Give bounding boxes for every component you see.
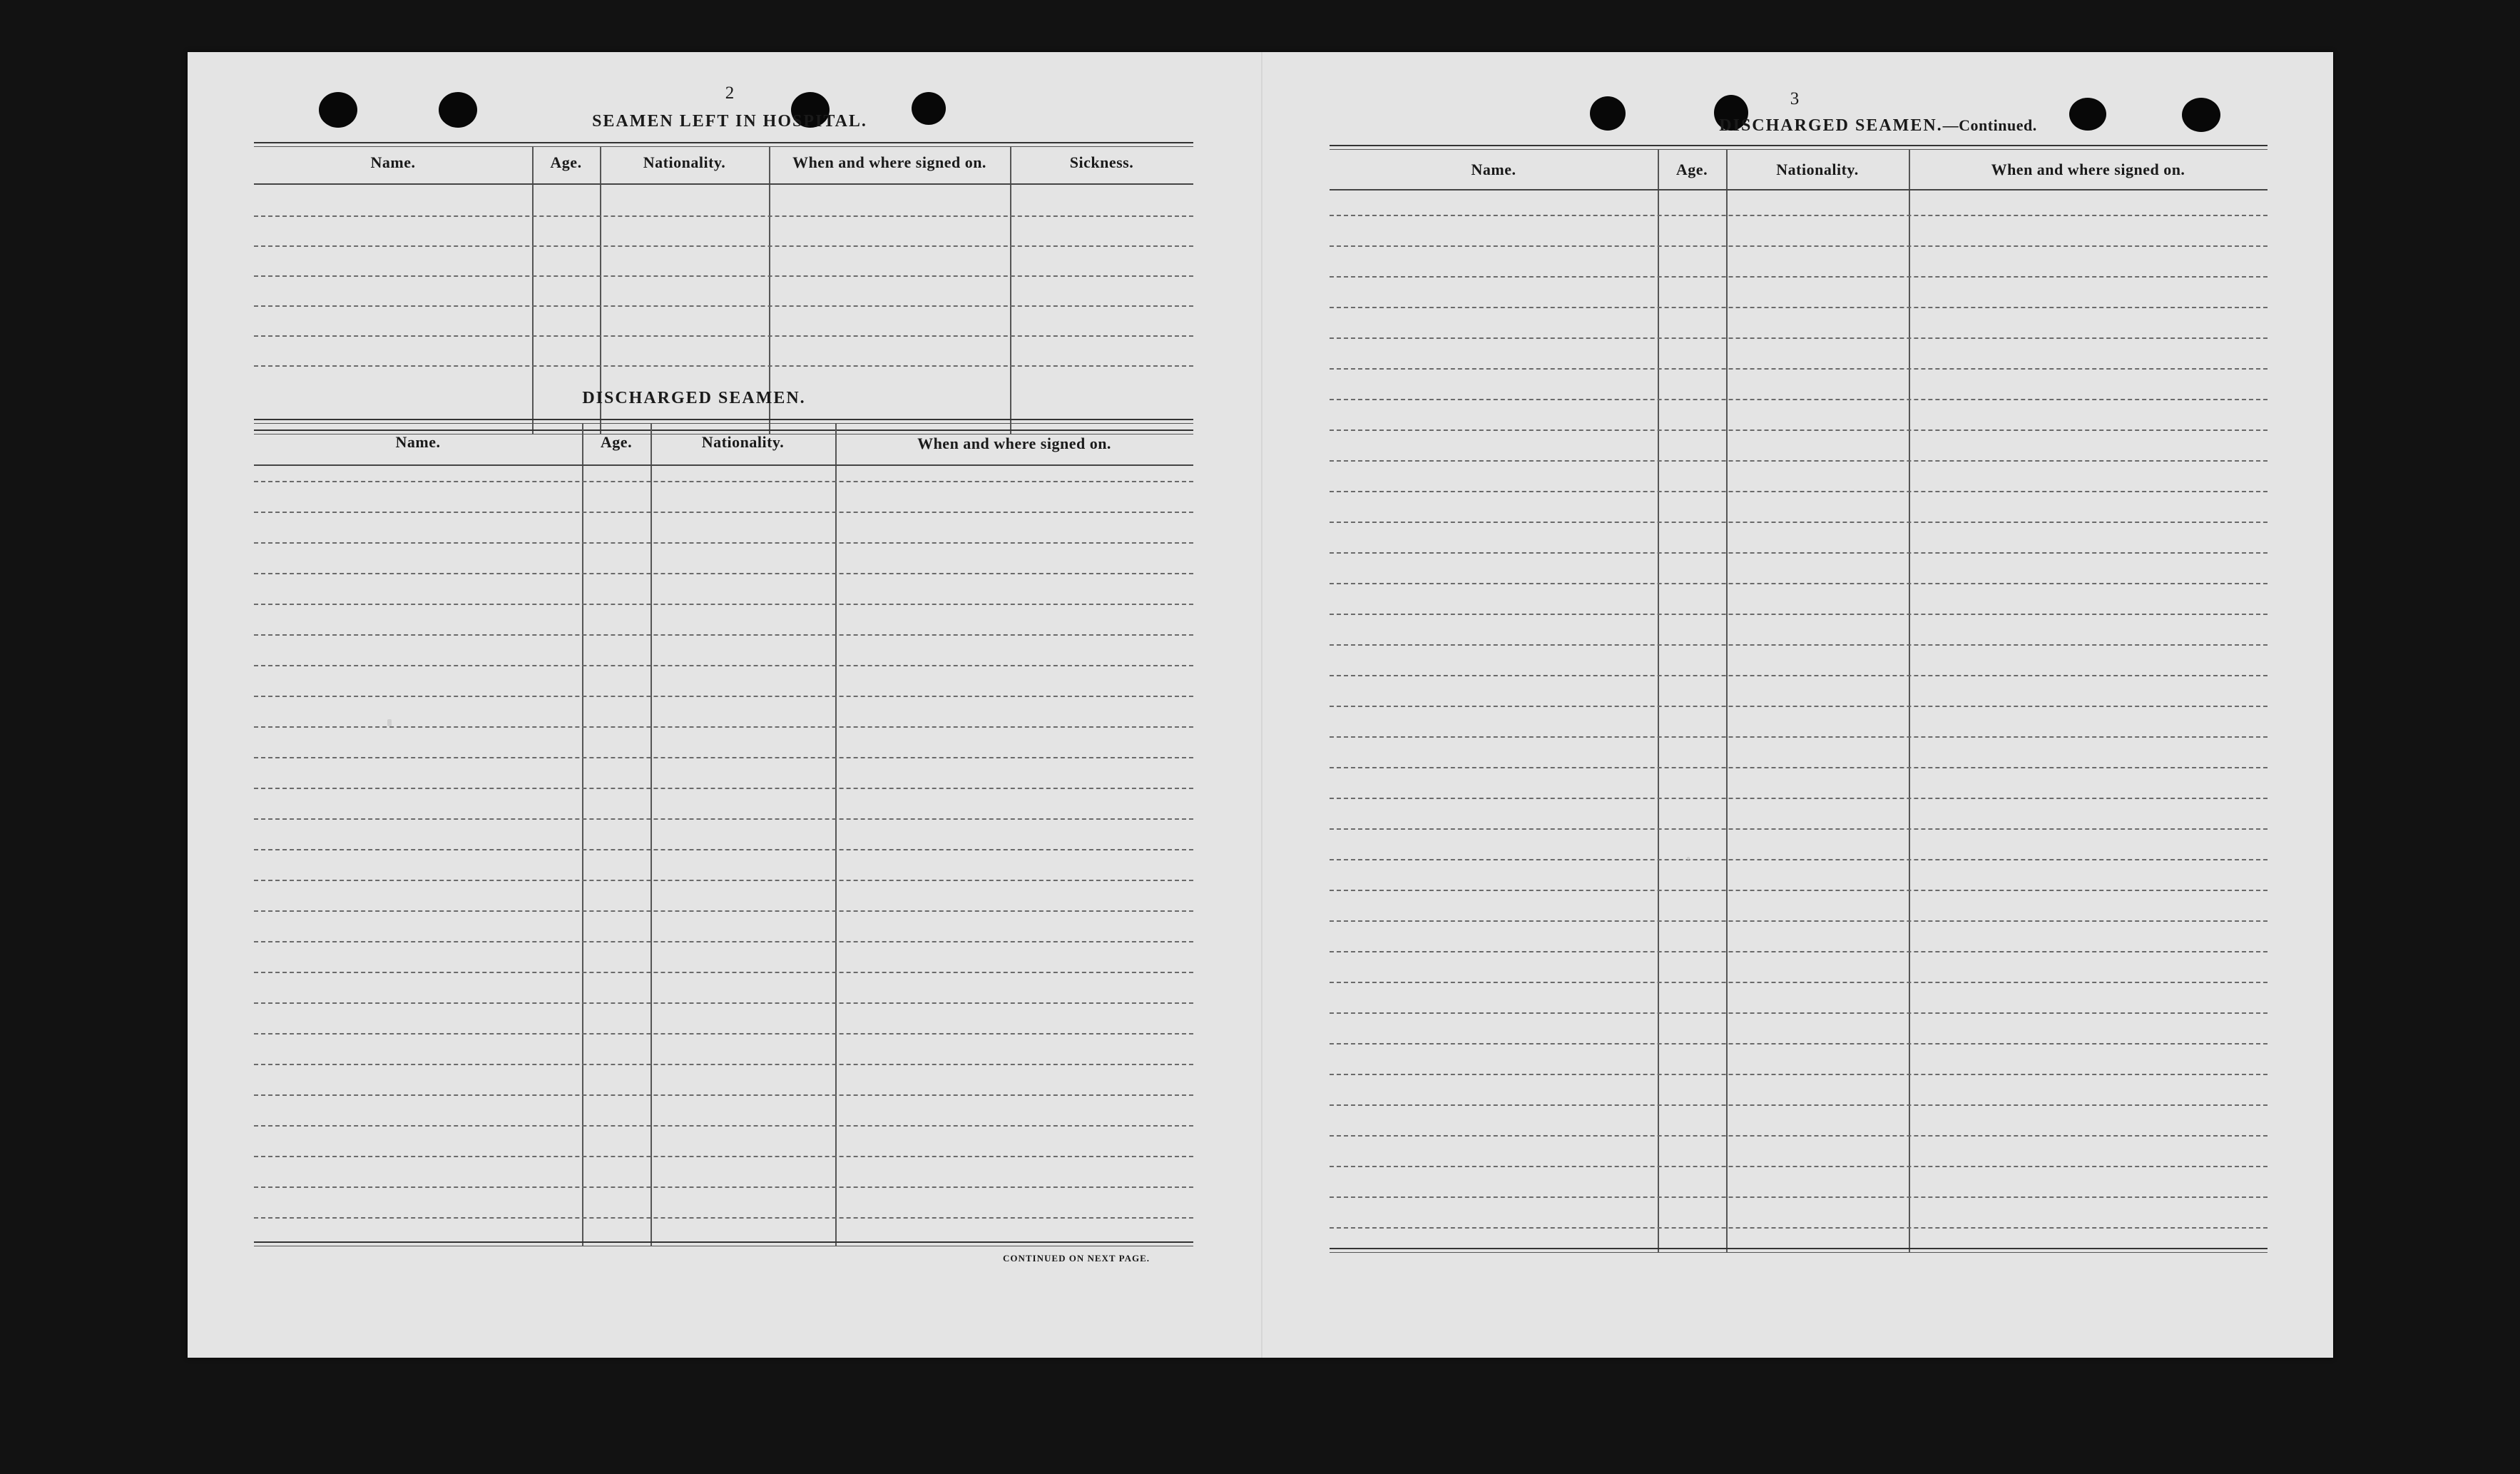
header-underline <box>254 183 1193 185</box>
column-header-name: Name. <box>1471 161 1516 178</box>
table-row <box>254 757 1193 758</box>
discharged-table-left <box>254 419 1193 1246</box>
table-row <box>1330 982 2268 983</box>
column-header-name: Name. <box>370 153 416 171</box>
punch-hole <box>2182 98 2220 132</box>
table-row <box>1330 767 2268 768</box>
table-row <box>1330 1135 2268 1137</box>
column-divider <box>1909 149 1910 1253</box>
table-row <box>254 365 1193 367</box>
header-underline <box>254 464 1193 466</box>
table-row <box>254 634 1193 636</box>
table-row <box>1330 920 2268 922</box>
column-divider <box>1010 146 1011 434</box>
table-row <box>1330 706 2268 707</box>
table-row <box>254 573 1193 574</box>
table-row <box>1330 276 2268 278</box>
table-row <box>254 696 1193 697</box>
table-row <box>254 1217 1193 1219</box>
table-row <box>1330 1043 2268 1044</box>
table-row <box>1330 798 2268 799</box>
table-row <box>1330 307 2268 308</box>
table-row <box>254 245 1193 247</box>
table-row <box>1330 828 2268 830</box>
table-row <box>1330 337 2268 339</box>
right-title-main: DISCHARGED SEAMEN. <box>1719 116 1943 135</box>
table-row <box>1330 1196 2268 1198</box>
table-top-rule <box>254 142 1193 147</box>
column-header-signed-on: When and where signed on. <box>1991 161 2185 178</box>
table-row <box>1330 614 2268 615</box>
table-row <box>1330 644 2268 646</box>
table-row <box>1330 1166 2268 1167</box>
table-row <box>254 335 1193 337</box>
table-row <box>254 910 1193 912</box>
table-row <box>254 1002 1193 1004</box>
table-row <box>1330 890 2268 891</box>
table-row <box>1330 583 2268 584</box>
column-divider <box>1658 149 1659 1253</box>
table-row <box>254 972 1193 973</box>
column-header-sickness: Sickness. <box>1069 153 1134 171</box>
punch-hole <box>439 92 477 128</box>
column-header-signed-on: When and where signed on. <box>917 434 1111 452</box>
table-row <box>254 849 1193 850</box>
scan-speck <box>1687 857 1690 860</box>
table-row <box>254 1064 1193 1065</box>
table-row <box>254 788 1193 789</box>
scan-speck <box>387 719 392 726</box>
table-bottom-rule <box>1330 1248 2268 1253</box>
table-row <box>1330 1104 2268 1106</box>
table-row <box>1330 245 2268 247</box>
column-divider <box>1726 149 1728 1253</box>
table-row <box>1330 859 2268 860</box>
page-number-right: 3 <box>1790 89 1800 108</box>
punch-hole <box>319 92 357 128</box>
column-divider <box>651 423 652 1246</box>
table-row <box>254 1094 1193 1096</box>
table-row <box>1330 1074 2268 1075</box>
table-row <box>254 818 1193 820</box>
table-row <box>1330 1012 2268 1014</box>
discharged-section-title: DISCHARGED SEAMEN. <box>582 389 806 407</box>
page-number-left: 2 <box>725 83 735 103</box>
column-header-nationality: Nationality. <box>1776 161 1859 178</box>
table-row <box>1330 430 2268 431</box>
column-divider <box>835 423 837 1246</box>
table-row <box>1330 675 2268 676</box>
right-title-suffix: —Continued. <box>1942 116 2037 134</box>
table-row <box>1330 368 2268 370</box>
table-row <box>254 275 1193 277</box>
table-row <box>254 215 1193 217</box>
table-top-rule <box>1330 145 2268 150</box>
column-header-nationality: Nationality. <box>643 153 726 171</box>
column-header-age: Age. <box>1675 161 1708 178</box>
table-row <box>1330 522 2268 523</box>
table-row <box>254 481 1193 482</box>
table-row <box>1330 552 2268 554</box>
center-fold <box>1261 52 1262 1358</box>
table-row <box>254 542 1193 544</box>
table-row <box>1330 491 2268 492</box>
column-divider <box>582 423 583 1246</box>
table-row <box>254 665 1193 666</box>
table-row <box>1330 951 2268 952</box>
right-page-title <box>1600 116 2156 136</box>
form-sheet <box>188 52 2333 1358</box>
column-header-nationality: Nationality. <box>701 433 785 451</box>
column-header-age: Age. <box>600 433 633 451</box>
table-row <box>254 941 1193 942</box>
table-row <box>254 305 1193 307</box>
table-row <box>254 1186 1193 1188</box>
table-row <box>254 604 1193 605</box>
table-row <box>1330 1227 2268 1229</box>
column-header-age: Age. <box>550 153 582 171</box>
column-header-name: Name. <box>395 433 441 451</box>
continued-note: CONTINUED ON NEXT PAGE. <box>1003 1253 1150 1264</box>
discharged-table-right <box>1330 145 2268 1253</box>
table-row <box>254 512 1193 513</box>
table-row <box>1330 736 2268 738</box>
table-row <box>1330 399 2268 400</box>
table-top-rule <box>254 419 1193 424</box>
table-row <box>254 1156 1193 1157</box>
table-row <box>254 1125 1193 1127</box>
header-underline <box>1330 189 2268 190</box>
table-bottom-rule <box>254 1241 1193 1246</box>
table-row <box>254 1033 1193 1035</box>
table-row <box>254 726 1193 728</box>
hospital-section-title: SEAMEN LEFT IN HOSPITAL. <box>592 112 867 131</box>
table-row <box>254 880 1193 881</box>
table-row <box>1330 215 2268 216</box>
column-header-signed-on: When and where signed on. <box>792 153 986 171</box>
table-row <box>1330 460 2268 462</box>
